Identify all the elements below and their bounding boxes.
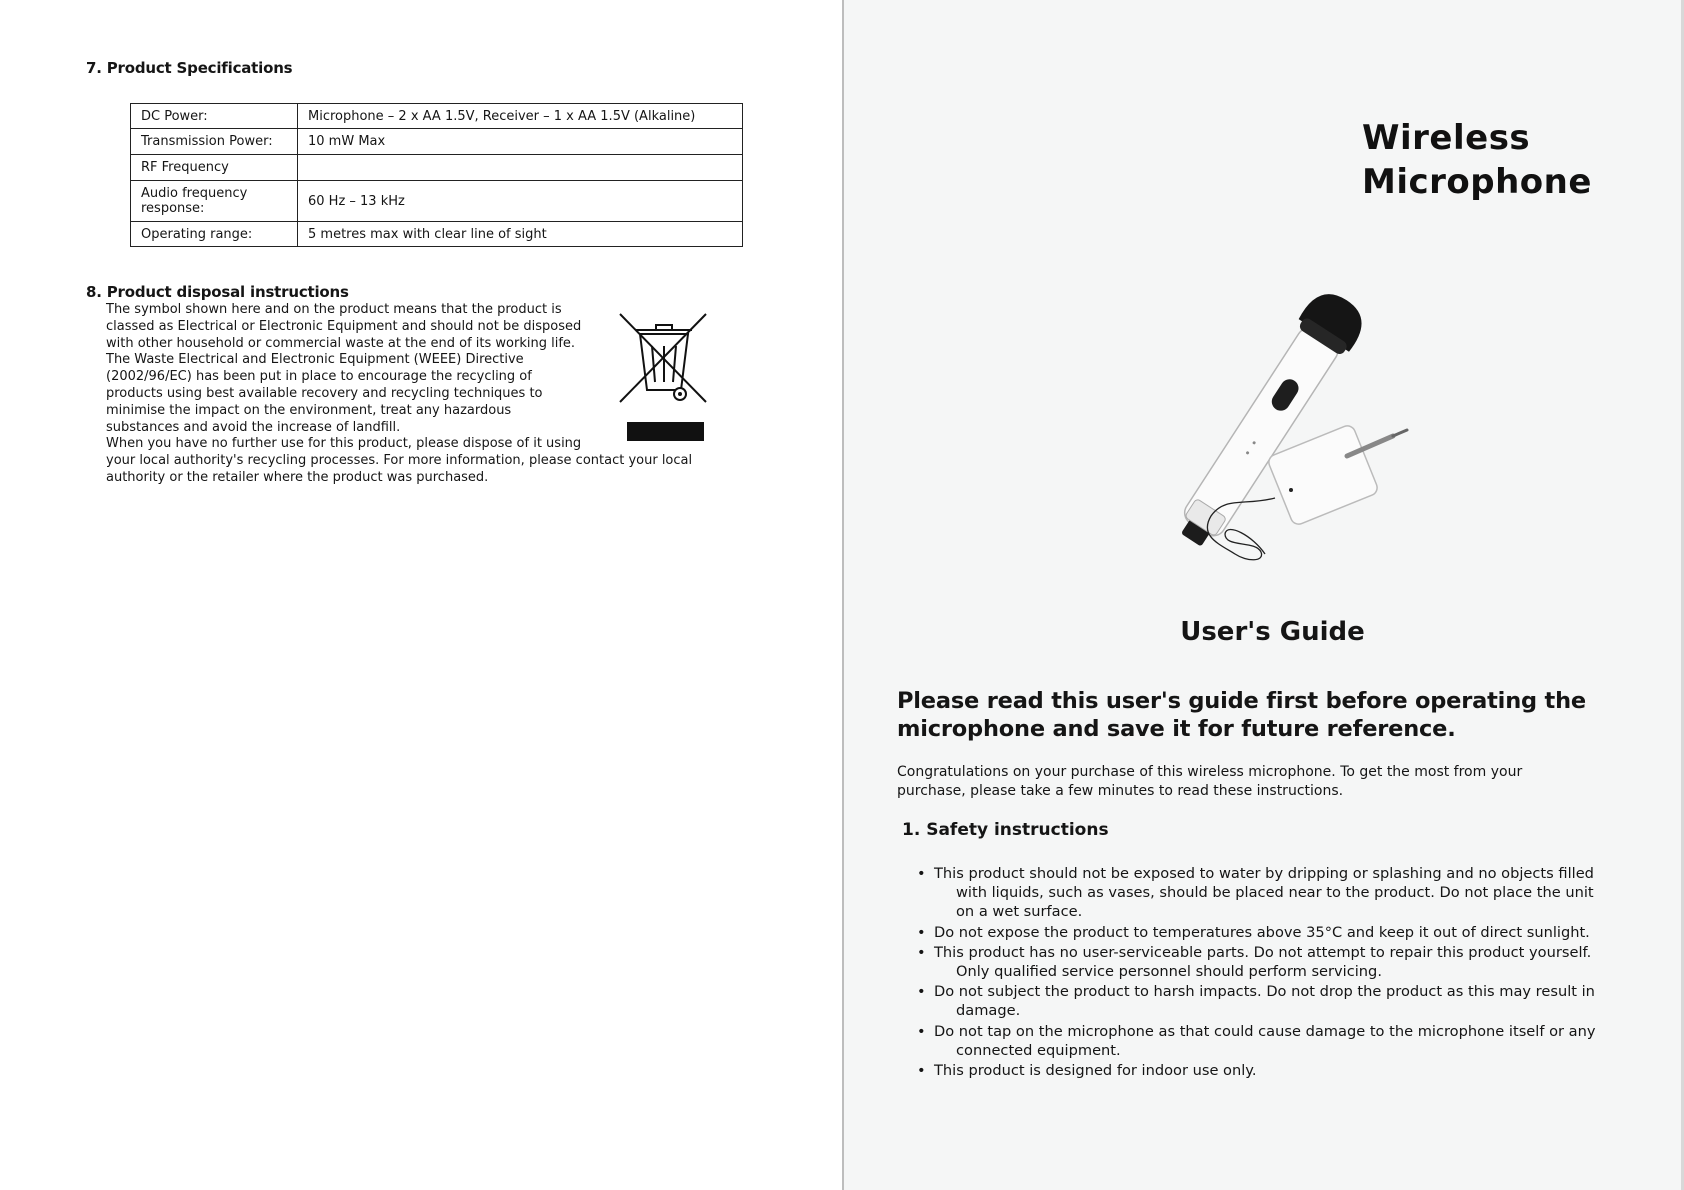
- wireless-microphone-and-receiver-image: [1115, 286, 1435, 578]
- table-row: [131, 104, 743, 129]
- text-line: Congratulations on your purchase of this wireless microphone. To get the most from your: [897, 764, 1523, 780]
- text-line: • Do not expose the product to temperatures above 35°C and keep it out of direct sunlight.: [934, 923, 1590, 941]
- table-row: [131, 222, 743, 247]
- text-line: classed as Electrical or Electronic Equipment and should not be disposed: [106, 318, 582, 334]
- text-line: with liquids, such as vases, should be placed near to the product. Do not place the unit: [956, 884, 1594, 902]
- table-row: [131, 129, 743, 155]
- spec-value: [298, 155, 743, 181]
- text-line: connected equipment.: [956, 1041, 1121, 1059]
- spec-value: Microphone – 2 x AA 1.5V, Receiver – 1 x AA 1.5V (Alkaline): [298, 104, 743, 129]
- text-line: microphone and save it for future reference.: [897, 716, 1456, 742]
- text-line: • This product should not be exposed to water by dripping or splashing and no objects filled: [934, 865, 1594, 882]
- text-line: Only qualified service personnel should perform servicing.: [956, 963, 1382, 981]
- spec-label: DC Power:: [131, 104, 298, 129]
- text-line: purchase, please take a few minutes to read these instructions.: [897, 783, 1344, 799]
- text-line: • This product is designed for indoor use only.: [934, 1062, 1257, 1080]
- list-item: [915, 864, 1655, 922]
- list-item: [915, 943, 1655, 981]
- text-line: • Do not tap on the microphone as that could cause damage to the microphone itself or any: [934, 1022, 1596, 1040]
- spec-label: Operating range:: [131, 222, 298, 247]
- text-line: (2002/96/EC) has been put in place to encourage the recycling of: [106, 369, 532, 385]
- list-item: [915, 1022, 1655, 1060]
- table-row: [131, 181, 743, 222]
- title-line: Microphone: [1362, 162, 1592, 202]
- spec-label: RF Frequency: [131, 155, 298, 181]
- text-line: • Do not subject the product to harsh impacts. Do not drop the product as this may result in: [934, 983, 1595, 1001]
- spec-value: 60 Hz – 13 kHz: [298, 181, 743, 222]
- weee-underline-bar: [627, 422, 704, 441]
- text-line: The symbol shown here and on the product means that the product is: [106, 302, 562, 317]
- text-line: your local authority's recycling processes. For more information, please contact your local: [106, 453, 693, 469]
- product-specifications-heading: 7. Product Specifications: [86, 59, 293, 77]
- crossed-out-wheelie-bin-icon: [618, 312, 710, 408]
- text-line: products using best available recovery and recycling techniques to: [106, 385, 543, 401]
- list-item: [915, 923, 1655, 942]
- text-line: When you have no further use for this product, please dispose of it using: [106, 436, 582, 452]
- spec-value: 10 mW Max: [298, 129, 743, 155]
- table-row: [131, 155, 743, 181]
- text-line: Please read this user's guide first before operating the: [897, 688, 1586, 714]
- text-line: • This product has no user-serviceable parts. Do not attempt to repair this product yourself.: [934, 943, 1592, 961]
- specifications-table: [130, 103, 743, 247]
- text-line: The Waste Electrical and Electronic Equipment (WEEE) Directive: [106, 352, 524, 368]
- spec-label: Audio frequency response:: [131, 181, 298, 222]
- congratulations-paragraph: [897, 763, 1657, 801]
- text-line: substances and avoid the increase of landfill.: [106, 419, 401, 435]
- safety-instructions-heading: 1. Safety instructions: [902, 820, 1109, 840]
- spec-value: 5 metres max with clear line of sight: [298, 222, 743, 247]
- read-first-notice: [897, 687, 1637, 743]
- safety-list: [915, 864, 1655, 1081]
- title-line: Wireless: [1362, 118, 1531, 158]
- text-line: minimise the impact on the environment, treat any hazardous: [106, 402, 512, 418]
- text-line: authority or the retailer where the product was purchased.: [106, 469, 489, 485]
- users-guide-title: User's Guide: [1180, 617, 1365, 647]
- product-title: [1362, 116, 1592, 204]
- list-item: [915, 982, 1655, 1020]
- text-line: with other household or commercial waste at the end of its working life.: [106, 335, 576, 351]
- text-line: damage.: [956, 1002, 1021, 1020]
- list-item: [915, 1061, 1655, 1080]
- spec-label: Transmission Power:: [131, 129, 298, 155]
- text-line: on a wet surface.: [956, 903, 1083, 921]
- disposal-instructions-heading: 8. Product disposal instructions: [86, 283, 349, 301]
